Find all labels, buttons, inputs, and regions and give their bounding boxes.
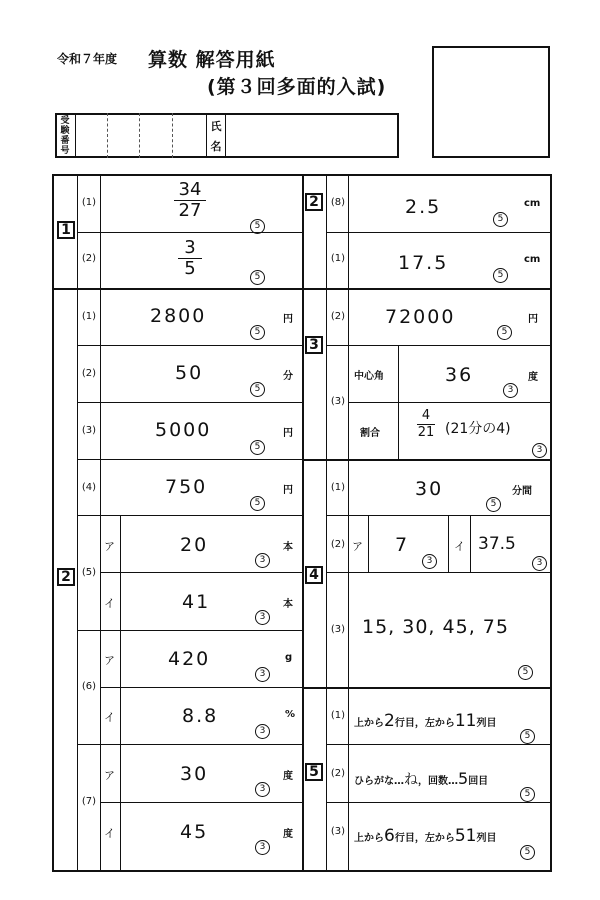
q2-7b-label: イ [104, 827, 115, 840]
year-label: 令和７年度 [57, 52, 118, 66]
divider [77, 459, 302, 460]
divider [100, 687, 302, 688]
q5-2-prefix: ひらがな… [354, 776, 404, 787]
divider [75, 113, 76, 158]
q5-2-points: 5 [520, 787, 535, 802]
q2-3-label: (3) [81, 425, 97, 436]
q4-2a-answer[interactable]: 7 [395, 534, 410, 556]
q5-3-row: 6 [384, 826, 395, 846]
divider [77, 402, 302, 403]
q3-1-unit: cm [524, 254, 541, 265]
divider [470, 515, 471, 572]
q1-2-answer[interactable] [170, 238, 210, 279]
q2-5a-points: 3 [255, 553, 270, 568]
q4-1-points: 5 [486, 497, 501, 512]
divider [100, 802, 302, 803]
q5-2-label: (2) [330, 768, 346, 779]
q2-7a-points: 3 [255, 782, 270, 797]
q2-5b-unit: 本 [283, 599, 293, 610]
divider [326, 232, 550, 233]
section-3-number: 3 [305, 336, 323, 354]
q3-2-points: 5 [497, 325, 512, 340]
divider [448, 515, 449, 572]
q2-1-label: (1) [81, 311, 97, 322]
q2-5a-unit: 本 [283, 542, 293, 553]
q2-4-label: (4) [81, 482, 97, 493]
q1-2-points: 5 [250, 270, 265, 285]
q4-2b-label: イ [454, 540, 465, 553]
q1-2-label: (2) [81, 253, 97, 264]
q5-2-answer[interactable] [354, 769, 488, 789]
q3-3-ratio-answer[interactable] [414, 408, 438, 441]
q2-6b-unit: % [285, 709, 296, 720]
divider [206, 113, 207, 158]
q2-5b-answer[interactable]: 41 [182, 591, 211, 613]
divider [77, 345, 302, 346]
q3-3-center-answer[interactable]: 36 [445, 364, 474, 386]
q2-6b-label: イ [104, 711, 115, 724]
section-1-number: 1 [57, 221, 75, 239]
q2-6a-answer[interactable]: 420 [168, 648, 211, 670]
q5-2-kana: ね [404, 772, 418, 788]
divider [326, 176, 327, 870]
q4-2a-points: 3 [422, 554, 437, 569]
q1-2-denominator: 5 [184, 258, 196, 279]
exam-number-label: 受験番号 [60, 116, 70, 156]
q3-3-center-label: 中心角 [354, 371, 384, 382]
name-label: 氏名 [210, 120, 222, 153]
q3-2-answer[interactable]: 72000 [385, 306, 456, 328]
q2-5-label: (5) [81, 567, 97, 578]
exam-number-digit-3[interactable] [172, 113, 173, 158]
q2-2-points: 5 [250, 382, 265, 397]
q5-1-prefix: 上から [354, 718, 384, 729]
divider [368, 515, 369, 572]
q4-1-answer[interactable]: 30 [415, 478, 444, 500]
q3-1-label: (1) [330, 253, 346, 264]
q4-2b-answer[interactable]: 37.5 [478, 534, 516, 554]
page-subtitle: (第３回多面的入試) [207, 76, 387, 98]
q3-3-ratio-label: 割合 [360, 428, 380, 439]
divider [77, 744, 302, 745]
divider [302, 459, 550, 461]
q5-3-prefix: 上から [354, 833, 384, 844]
q3-2-unit: 円 [528, 314, 538, 325]
q2-7b-points: 3 [255, 840, 270, 855]
q5-3-suffix: 列目 [476, 833, 497, 844]
q5-3-answer[interactable] [354, 826, 496, 846]
exam-number-digit-2[interactable] [139, 113, 140, 158]
q2-6b-answer[interactable]: 8.8 [182, 705, 219, 727]
divider [348, 402, 550, 403]
q5-3-col: 51 [454, 826, 477, 846]
divider [326, 572, 550, 573]
q2-3-unit: 円 [283, 428, 293, 439]
section-5-number: 5 [305, 763, 323, 781]
q3-3-label: (3) [330, 396, 346, 407]
q2-7b-answer[interactable]: 45 [180, 821, 209, 843]
divider [54, 288, 302, 290]
q4-3-answer[interactable]: 15, 30, 45, 75 [362, 616, 509, 638]
q2-4-unit: 円 [283, 485, 293, 496]
q3-3-center-unit: 度 [528, 372, 538, 383]
divider [326, 345, 550, 346]
q4-1-label: (1) [330, 482, 346, 493]
q5-1-label: (1) [330, 710, 346, 721]
q3-2-label: (2) [330, 311, 346, 322]
total-score-box[interactable] [432, 46, 550, 158]
q3-3-ratio-numerator: 4 [421, 408, 431, 423]
divider [302, 687, 550, 689]
q5-2-middle: ，回数… [418, 776, 458, 787]
q2-8-label: (8) [330, 197, 346, 208]
section-2-continued-number: 2 [305, 193, 323, 211]
divider [302, 288, 550, 290]
q3-3-ratio-points: 3 [532, 443, 547, 458]
section-4-number: 4 [305, 566, 323, 584]
q2-6-label: (6) [81, 681, 97, 692]
q2-5a-label: ア [104, 540, 115, 553]
divider [326, 515, 550, 516]
q5-1-middle: 行目，左から [394, 718, 455, 729]
page-title: 算数 解答用紙 [148, 49, 276, 71]
q3-3-center-points: 3 [503, 383, 518, 398]
q2-6a-points: 3 [255, 667, 270, 682]
q2-6b-points: 3 [255, 724, 270, 739]
section-2-number: 2 [57, 568, 75, 586]
q3-1-points: 5 [493, 268, 508, 283]
column-divider [302, 176, 304, 870]
q2-8-unit: cm [524, 198, 541, 209]
q4-2a-label: ア [352, 540, 363, 553]
q3-3-ratio-note: (21分の4) [445, 421, 511, 437]
q2-3-points: 5 [250, 440, 265, 455]
q2-6a-label: ア [104, 654, 115, 667]
divider [100, 176, 101, 870]
q4-3-points: 5 [518, 665, 533, 680]
q5-2-suffix: 回目 [468, 776, 489, 787]
divider [348, 176, 349, 870]
q2-3-answer[interactable]: 5000 [155, 419, 212, 441]
q5-3-middle: 行目，左から [394, 833, 455, 844]
q1-1-label: (1) [81, 197, 97, 208]
name-field[interactable] [226, 115, 397, 156]
divider [100, 572, 302, 573]
q2-7a-unit: 度 [283, 771, 293, 782]
q2-7b-unit: 度 [283, 829, 293, 840]
divider [77, 630, 302, 631]
divider [77, 176, 78, 870]
q2-8-points: 5 [493, 212, 508, 227]
q2-2-answer[interactable]: 50 [175, 362, 204, 384]
q4-2-label: (2) [330, 539, 346, 550]
q1-1-points: 5 [250, 219, 265, 234]
divider [326, 744, 550, 745]
q5-1-col: 11 [454, 711, 477, 731]
q2-1-answer[interactable]: 2800 [150, 305, 207, 327]
q1-1-numerator: 34 [178, 179, 202, 200]
q5-2-count: 5 [458, 769, 469, 788]
divider [77, 515, 302, 516]
divider [120, 515, 121, 870]
q5-1-row: 2 [384, 711, 395, 731]
q4-3-label: (3) [330, 624, 346, 635]
q5-3-points: 5 [520, 845, 535, 860]
q2-2-label: (2) [81, 368, 97, 379]
q2-8-answer[interactable]: 2.5 [405, 196, 442, 218]
q2-6a-unit: g [285, 652, 293, 663]
q5-1-points: 5 [520, 729, 535, 744]
q5-1-answer[interactable] [354, 711, 496, 731]
q1-1-answer[interactable] [160, 180, 220, 221]
q2-7a-answer[interactable]: 30 [180, 763, 209, 785]
q2-7-label: (7) [81, 796, 97, 807]
q3-1-answer[interactable]: 17.5 [398, 252, 449, 274]
q5-3-label: (3) [330, 826, 346, 837]
q1-2-numerator: 3 [184, 237, 196, 258]
q1-1-denominator: 27 [178, 200, 202, 221]
divider [77, 232, 302, 233]
q2-5b-points: 3 [255, 610, 270, 625]
q4-1-unit: 分間 [512, 486, 532, 497]
q2-5a-answer[interactable]: 20 [180, 534, 209, 556]
q4-2b-points: 3 [532, 556, 547, 571]
q2-1-unit: 円 [283, 314, 293, 325]
q2-4-points: 5 [250, 496, 265, 511]
q3-3-ratio-denominator: 21 [417, 425, 435, 440]
q2-4-answer[interactable]: 750 [165, 476, 208, 498]
q2-1-points: 5 [250, 325, 265, 340]
divider [326, 802, 550, 803]
exam-number-digit-1[interactable] [107, 113, 108, 158]
q2-5b-label: イ [104, 597, 115, 610]
q5-1-suffix: 列目 [476, 718, 497, 729]
q2-7a-label: ア [104, 769, 115, 782]
q2-2-unit: 分 [283, 371, 293, 382]
